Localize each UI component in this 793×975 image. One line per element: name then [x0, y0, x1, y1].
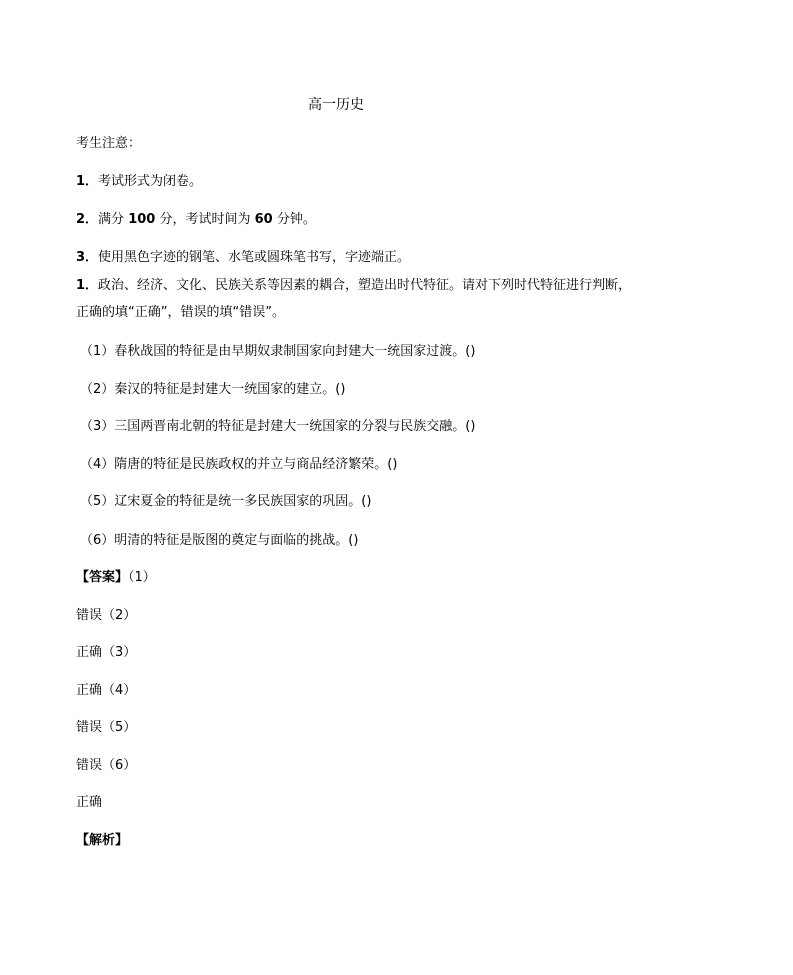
full-score-value: 100	[128, 212, 156, 227]
notice-item-number: 1．	[76, 174, 99, 189]
answer-line-5: 错误（6）	[76, 758, 137, 773]
notice-item-3	[76, 249, 410, 267]
answer-line-4: 错误（5）	[76, 720, 137, 735]
answer-first-item: （1）	[128, 570, 156, 585]
analysis-label: 【解析】	[76, 833, 129, 848]
question-item-1: （1）春秋战国的特征是由早期奴隶制国家向封建大一统国家过渡。()	[80, 344, 476, 359]
question-item-6: （6）明清的特征是版图的奠定与面临的挑战。()	[80, 533, 359, 548]
notice-item-text: 分钟。	[272, 212, 316, 227]
document-title: 高一历史	[308, 97, 364, 113]
notice-heading: 考生注意：	[76, 136, 142, 151]
notice-item-text: 考试形式为闭卷。	[98, 174, 203, 189]
notice-item-number: 3．	[76, 250, 99, 265]
answer-line-1: 错误（2）	[76, 608, 137, 623]
question-item-5: （5）辽宋夏金的特征是统一多民族国家的巩固。()	[80, 494, 372, 509]
notice-item-1	[76, 173, 202, 191]
question-item-3: （3）三国两晋南北朝的特征是封建大一统国家的分裂与民族交融。()	[80, 419, 476, 434]
question-number: 1．	[76, 278, 99, 293]
exam-time-value: 60	[254, 212, 273, 227]
question-stem-line-2: 正确的填“正确”，错误的填“错误”。	[76, 305, 285, 320]
notice-item-text: 使用黑色字迹的钢笔、水笔或圆珠笔书写，字迹端正。	[98, 250, 411, 265]
answer-line-2: 正确（3）	[76, 645, 137, 660]
notice-item-text: 满分	[98, 212, 129, 227]
question-item-2: （2）秦汉的特征是封建大一统国家的建立。()	[80, 382, 346, 397]
notice-item-2	[76, 211, 316, 229]
answer-heading	[76, 569, 156, 587]
question-item-4: （4）隋唐的特征是民族政权的并立与商品经济繁荣。()	[80, 457, 398, 472]
notice-item-text: 分，考试时间为	[155, 212, 255, 227]
answer-line-3: 正确（4）	[76, 683, 137, 698]
answer-line-6: 正确	[76, 795, 103, 810]
question-stem-text: 政治、经济、文化、民族关系等因素的耦合，塑造出时代特征。请对下列时代特征进行判断，	[98, 278, 632, 293]
notice-item-number: 2．	[76, 212, 99, 227]
question-stem-line-1	[76, 277, 631, 295]
answer-label: 【答案】	[76, 570, 129, 585]
